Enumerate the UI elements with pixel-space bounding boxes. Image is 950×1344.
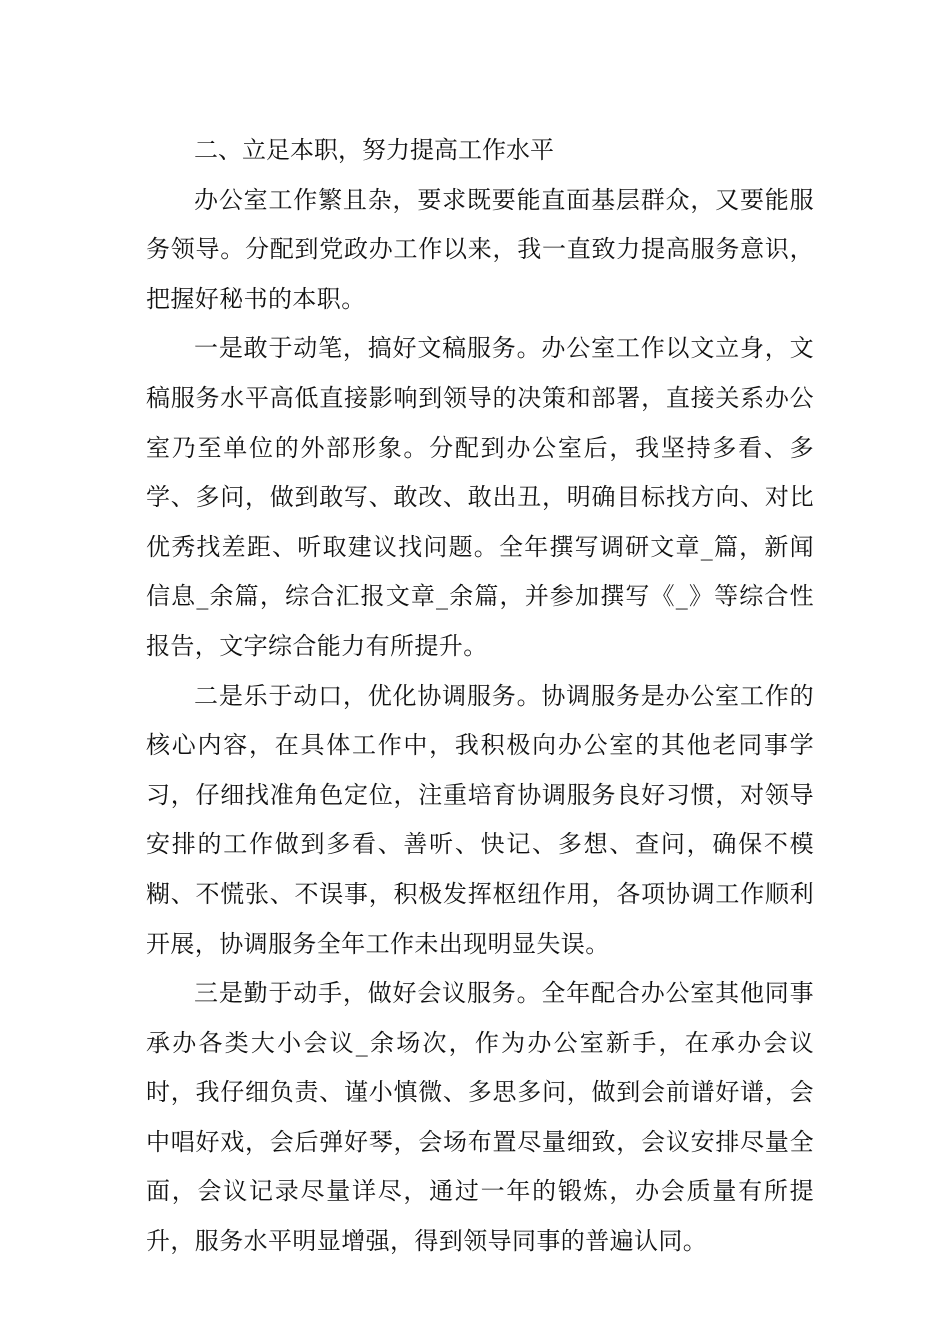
paragraph-writing-service: 一是敢于动笔，搞好文稿服务。办公室工作以文立身，文稿服务水平高低直接影响到领导的决策和部署，直接关系办公室乃至单位的外部形象。分配到办公室后，我坚持多看、多学、多问，做到敢写、敢改、敢出丑，明确目标找方向、对比优秀找差距、听取建议找问题。全年撰写调研文章_篇，新闻信息_余篇，综合汇报文章_余篇，并参加撰写《_》等综合性报告，文字综合能力有所提升。	[146, 334, 814, 660]
paragraph-intro: 办公室工作繁且杂，要求既要能直面基层群众，又要能服务领导。分配到党政办工作以来，我一直致力提高服务意识，把握好秘书的本职。	[146, 185, 814, 313]
section-heading: 二、立足本职，努力提高工作水平	[194, 136, 554, 164]
paragraph-meeting-service: 三是勤于动手，做好会议服务。全年配合办公室其他同事承办各类大小会议_余场次，作为办公室新手，在承办会议时，我仔细负责、谨小慎微、多思多问，做到会前谱好谱，会中唱好戏，会后弹好琴，会场布置尽量细致，会议安排尽量全面，会议记录尽量详尽，通过一年的锻炼，办会质量有所提升，服务水平明显增强，得到领导同事的普遍认同。	[146, 979, 814, 1256]
paragraph-coordination-service: 二是乐于动口，优化协调服务。协调服务是办公室工作的核心内容，在具体工作中，我积极向办公室的其他老同事学习，仔细找准角色定位，注重培育协调服务良好习惯，对领导安排的工作做到多看、善听、快记、多想、查问，确保不模糊、不慌张、不误事，积极发挥枢纽作用，各项协调工作顺利开展，协调服务全年工作未出现明显失误。	[146, 681, 814, 958]
document-page	[146, 126, 814, 1267]
